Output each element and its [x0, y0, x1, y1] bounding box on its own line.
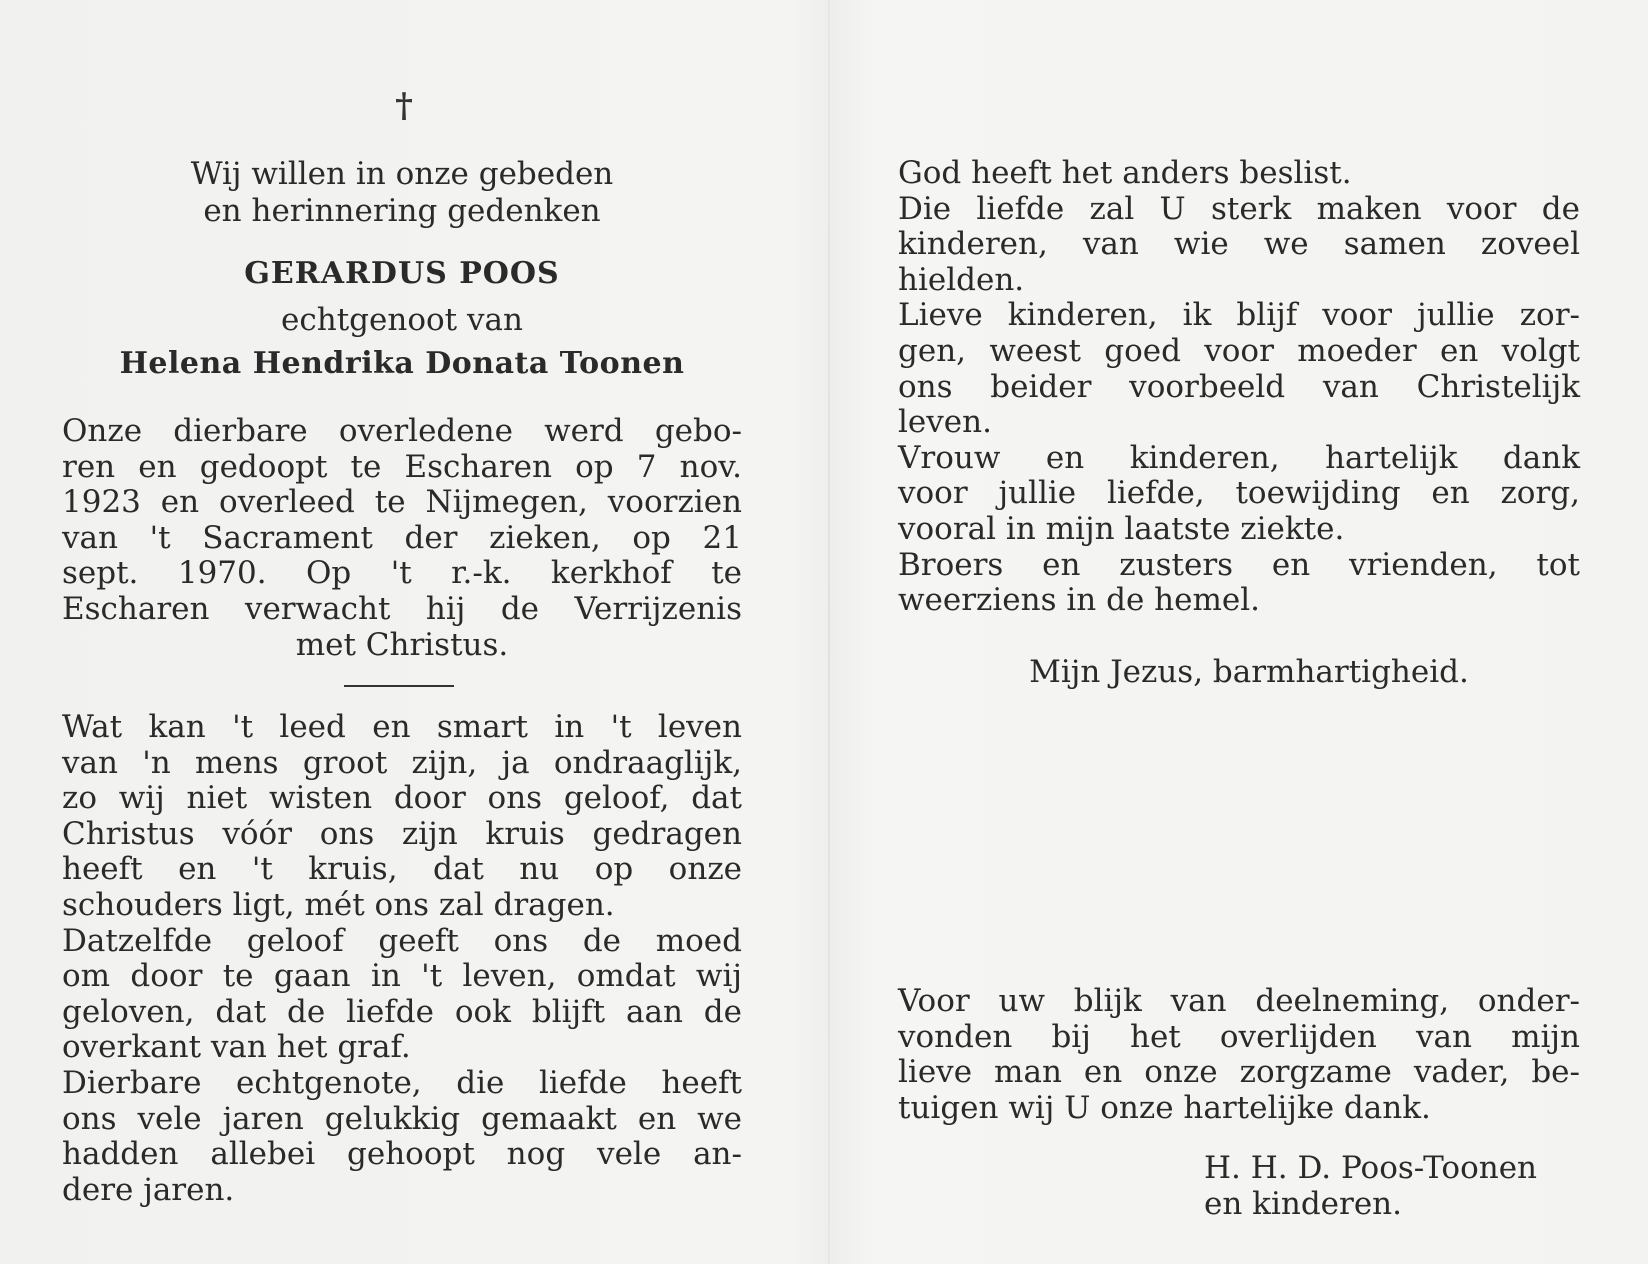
- message-line: Vrouw en kinderen, hartelijk dank: [898, 439, 1580, 476]
- thanks-text: [898, 984, 1580, 1126]
- spouse-name: Helena Hendrika Donata Toonen: [119, 346, 685, 381]
- message-line: vooral in mijn laatste ziekte.: [898, 510, 1345, 547]
- poem-line: van 'n mens groot zijn, ja ondraaglijk,: [62, 744, 742, 781]
- message-line: gen, weest goed voor moeder en volgt: [898, 332, 1580, 369]
- poem-line: ons vele jaren gelukkig gemaakt en we: [62, 1100, 742, 1137]
- divider: [344, 685, 454, 687]
- poem-line: schouders ligt, mét ons zal dragen.: [62, 886, 615, 923]
- poem-line: Christus vóór ons zijn kruis gedragen: [62, 815, 742, 852]
- poem-line: Dierbare echtgenote, die liefde heeft: [62, 1064, 742, 1101]
- intro-line: Wij willen in onze gebeden: [190, 156, 614, 192]
- bio-line: Onze dierbare overledene werd gebo-: [62, 413, 742, 449]
- signature: [1204, 1150, 1537, 1222]
- closing-prayer: Mijn Jezus, barmhartigheid.: [1029, 654, 1469, 690]
- thanks-line: Voor uw blijk van deelneming, onder-: [898, 983, 1580, 1019]
- message: [898, 156, 1580, 619]
- signature-line: H. H. D. Poos-Toonen: [1204, 1150, 1538, 1186]
- message-line: God heeft het anders beslist.: [898, 155, 1352, 191]
- biography: [62, 414, 742, 663]
- message-line: ons beider voorbeeld van Christelijk: [898, 368, 1580, 405]
- message-line: Broers en zusters en vrienden, tot: [898, 546, 1580, 583]
- message-line: voor jullie liefde, toewijding en zorg,: [898, 475, 1580, 512]
- message-line: leven.: [898, 404, 992, 441]
- bio-line: van 't Sacrament der zieken, op 21: [62, 519, 742, 556]
- message-line: hielden.: [898, 261, 1025, 298]
- bio-line: met Christus.: [295, 626, 509, 663]
- card-fold: [828, 0, 830, 1264]
- message-line: weerziens in de hemel.: [898, 582, 1260, 619]
- poem-line: om door te gaan in 't leven, omdat wij: [62, 958, 742, 995]
- poem-line: Wat kan 't leed en smart in 't leven: [62, 709, 742, 745]
- bio-line: Escharen verwacht hij de Verrijzenis: [62, 590, 742, 627]
- intro-text: [62, 156, 742, 230]
- cross-icon: †: [395, 86, 413, 126]
- poem-line: zo wij niet wisten door ons geloof, dat: [62, 780, 742, 817]
- message-line: Die liefde zal U sterk maken voor de: [898, 190, 1580, 227]
- bio-line: ren en gedoopt te Escharen op 7 nov.: [62, 448, 742, 485]
- signature-line: en kinderen.: [1204, 1186, 1403, 1222]
- poem-line: geloven, dat de liefde ook blijft aan de: [62, 993, 742, 1030]
- bio-line: sept. 1970. Op 't r.-k. kerkhof te: [62, 555, 742, 592]
- relation-text: echtgenoot van: [281, 302, 523, 338]
- poem-line: overkant van het graf.: [62, 1029, 411, 1066]
- message-line: kinderen, van wie we samen zoveel: [898, 226, 1580, 263]
- poem-line: heeft en 't kruis, dat nu op onze: [62, 851, 742, 888]
- thanks-line: vonden bij het overlijden van mijn: [898, 1018, 1580, 1055]
- bio-line: 1923 en overleed te Nijmegen, voorzien: [62, 484, 742, 521]
- intro-line: en herinnering gedenken: [203, 193, 601, 229]
- deceased-name: GERARDUS POOS: [244, 256, 560, 291]
- poem: [62, 710, 742, 1208]
- poem-line: dere jaren.: [62, 1171, 235, 1208]
- poem-line: Datzelfde geloof geeft ons de moed: [62, 922, 742, 959]
- message-line: Lieve kinderen, ik blijf voor jullie zor-: [898, 297, 1580, 334]
- thanks-line: lieve man en onze zorgzame vader, be-: [898, 1054, 1580, 1091]
- thanks-line: tuigen wij U onze hartelijke dank.: [898, 1089, 1431, 1126]
- poem-line: hadden allebei gehoopt nog vele an-: [62, 1136, 742, 1173]
